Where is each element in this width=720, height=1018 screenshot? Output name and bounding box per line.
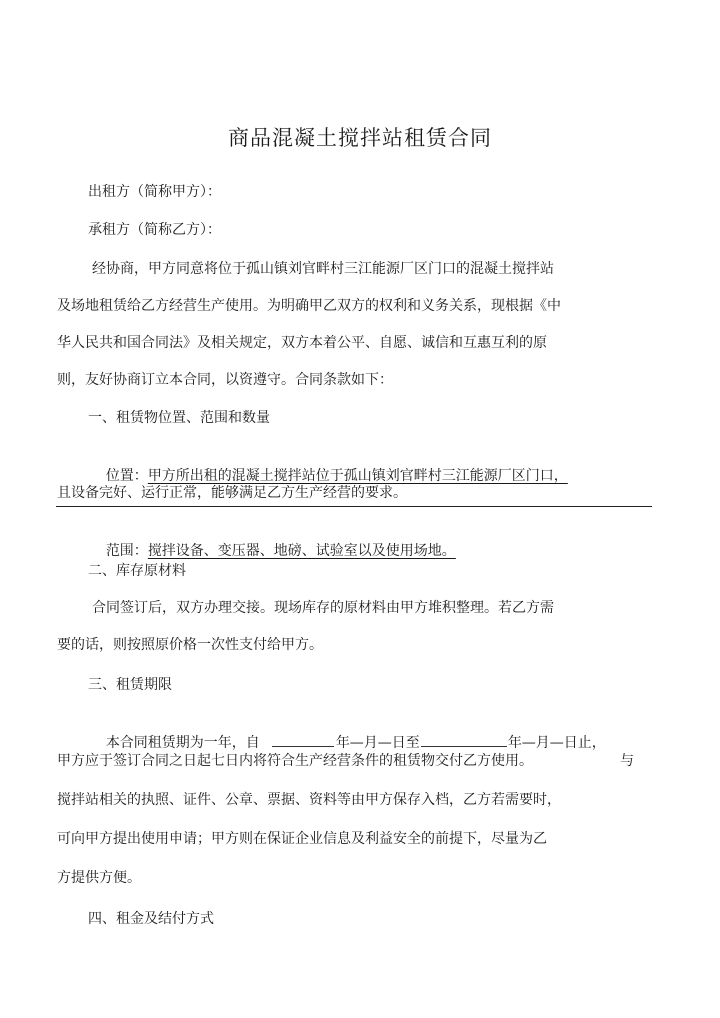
section1-heading: 一、租赁物位置、范围和数量 bbox=[88, 410, 270, 426]
term-text-c: 年—月—日止， bbox=[507, 735, 606, 751]
section3-line-3: 搅拌站相关的执照、证件、公章、票据、资料等由甲方保存入档，乙方若需要时， bbox=[57, 792, 561, 808]
lessee-line: 承租方（简称乙方）： bbox=[88, 222, 221, 238]
end-year-blank bbox=[421, 732, 507, 747]
section3-line-4: 可向甲方提出使用申请；甲方则在保证企业信息及利益安全的前提下，尽量为乙 bbox=[57, 831, 547, 847]
section2-line-2: 要的话，则按照原价格一次性支付给甲方。 bbox=[57, 637, 323, 653]
section2-heading: 二、库存原材料 bbox=[88, 563, 186, 579]
section2-line-1: 合同签订后，双方办理交接。现场库存的原材料由甲方堆积整理。若乙方需 bbox=[92, 600, 554, 616]
section4-heading: 四、租金及结付方式 bbox=[88, 911, 214, 927]
section3-line-5: 方提供方便。 bbox=[57, 870, 141, 886]
intro-line-3: 华人民共和国合同法》及相关规定，双方本着公平、自愿、诚信和互惠互利的原 bbox=[57, 335, 547, 351]
section3-line-2-tail: 与 bbox=[620, 753, 634, 769]
start-year-blank bbox=[272, 732, 334, 747]
scope-text: 搅拌设备、变压器、地磅、试验室以及使用场地。 bbox=[147, 543, 456, 559]
location-label: 位置： bbox=[105, 468, 148, 484]
section3-heading: 三、租赁期限 bbox=[88, 677, 172, 693]
lessor-line: 出租方（简称甲方）： bbox=[88, 184, 221, 200]
location-continuation: 且设备完好、运行正常，能够满足乙方生产经营的要求。 bbox=[57, 485, 407, 501]
intro-line-1: 经协商，甲方同意将位于孤山镇刘官畔村三江能源厂区门口的混凝土搅拌站 bbox=[92, 261, 554, 277]
section3-line-2: 甲方应于签订合同之日起七日内将符合生产经营条件的租赁物交付乙方使用。 bbox=[57, 753, 533, 769]
intro-line-4: 则，友好协商订立本合同，以资遵守。合同条款如下： bbox=[57, 372, 393, 388]
location-text: 甲方所出租的混凝土搅拌站位于孤山镇刘官畔村三江能源厂区门口， bbox=[147, 468, 568, 484]
document-title: 商品混凝土搅拌站租赁合同 bbox=[228, 126, 492, 150]
term-text-a: 本合同租赁期为一年，自 bbox=[105, 735, 260, 751]
intro-line-2: 及场地租赁给乙方经营生产使用。为明确甲乙双方的权利和义务关系，现根据《中 bbox=[57, 298, 561, 314]
scope-label: 范围： bbox=[105, 543, 148, 559]
horizontal-rule bbox=[56, 506, 652, 507]
term-text-b: 年—月—日至 bbox=[335, 735, 420, 751]
